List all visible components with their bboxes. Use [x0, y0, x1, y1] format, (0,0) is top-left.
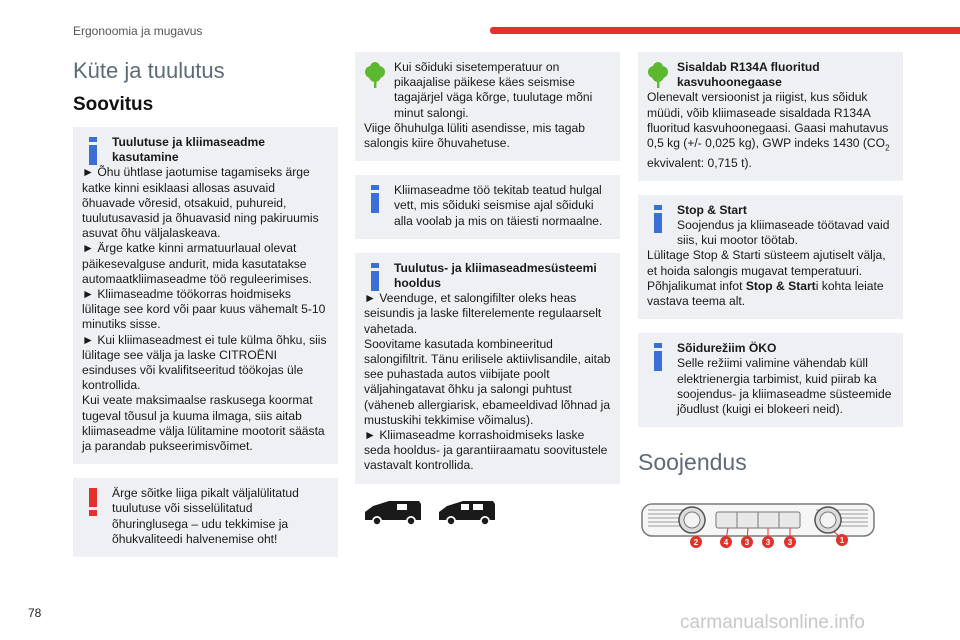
leaf-icon — [364, 60, 386, 121]
running-header: Ergonoomia ja mugavus — [73, 24, 203, 38]
box-title: Tuulutus- ja kliimaseadmesüsteemi hooldus — [394, 260, 597, 291]
header-accent-bar — [490, 27, 960, 34]
box-text-2: Lülitage Stop & Starti süsteem ajutiselt välja, et hoida salongis mugavat temperatuuri. — [647, 248, 886, 278]
info-box-eco-mode — [638, 333, 903, 427]
box-line: Kui veate maksimaalse raskusega koormat tugeval tõusul ja kuuma ilmaga, siis aitab kliimaseadme välja lülitamine mootorit säästa ja parandab pukseerimisvõimet. — [82, 393, 325, 454]
column-3 — [638, 52, 903, 555]
box-title: Tuulutuse ja kliimaseadme kasutamine — [112, 135, 266, 165]
eco-box-r134a — [638, 52, 903, 181]
info-icon — [647, 203, 669, 249]
svg-text:3: 3 — [765, 538, 771, 548]
callout-3c — [784, 536, 796, 548]
callout-1 — [836, 534, 848, 546]
control-panel-illustration — [640, 500, 903, 555]
box-text: Selle režiimi valimine vähendab küll elektrienergia tarbimist, kuid piirab ka soojendus- ja kliimaseadme süsteemide jõudlust (kuigi ei blokeeri neid). — [677, 356, 892, 417]
info-icon — [364, 183, 386, 229]
svg-text:1: 1 — [839, 536, 845, 546]
leaf-icon — [647, 60, 669, 90]
box-text: Olenevalt versioonist ja riigist, kus sõiduk müüdi, võib kliimaseade sisaldada R134A fluoritud kasvuhoonegaasi. Gaasi mahutavus 0,5 kg (+/- 0,025 kg), GWP indeks 1430 ($CO_2$ ekvivalent: 0,715 t). — [647, 90, 890, 170]
box-line: ► Veenduge, et salongifilter oleks heas seisundis ja laske filterelemente regulaarselt vahetada. — [364, 291, 602, 336]
callout-3 — [741, 536, 753, 548]
column-1 — [73, 52, 338, 571]
info-icon — [647, 341, 669, 417]
info-box-water — [355, 175, 620, 239]
box-title: Sisaldab R134A fluoritud kasvuhoonegaase — [677, 60, 820, 90]
box-line: ► Ärge katke kinni armatuurlaual olevat päikesevalguse andurit, mida kasutatakse automaatkliimaseadme töö reguleerimises. — [82, 241, 312, 286]
info-icon — [82, 135, 104, 165]
callout-2 — [690, 536, 702, 548]
warning-text: Ärge sõitke liiga pikalt väljalülitatud tuulutuse või sisselülitatud õhuringlusega – udu tekkimise ja õhukvaliteedi halvenemise oht! — [112, 486, 299, 546]
box-line: ► Kui kliimaseadmest ei tule külma õhku, siis lülitage see välja ja laske CITROËNI esinduses või kvalifitseeritud töökojas üle kontrollida. — [82, 332, 327, 393]
info-box-stop-start — [638, 195, 903, 319]
box-text: Kliimaseadme töö tekitab teatud hulgal vett, mis sõiduki seismise ajal sõiduki alla voolab ja mis on täiesti normaalne. — [394, 183, 603, 228]
callout-4 — [720, 536, 732, 548]
box-line: ► Kliimaseadme korrashoidmiseks laske seda hooldus- ja garantiiraamatu soovitustele vastavalt kontrollida. — [364, 428, 608, 473]
box-text-3: Põhjalikumat infot Stop & Starti kohta leiate vastava teema alt. — [647, 278, 884, 309]
van-icon — [437, 498, 497, 528]
callout-3b — [762, 536, 774, 548]
eco-box-ventilate — [355, 52, 620, 161]
page-number: 78 — [28, 606, 42, 620]
box-title: Stop & Start — [677, 202, 747, 217]
info-box-ventilation-usage — [73, 127, 338, 464]
svg-text:4: 4 — [723, 538, 729, 548]
box-text: Soojendus ja kliimaseade töötavad vaid siis, kui mootor töötab. — [677, 218, 890, 248]
box-line: ► Õhu ühtlase jaotumise tagamiseks ärge katke kinni esiklaasi allosas asuvaid õhuavade võresid, otsakuid, puhureid, tuulutusavasid ja õhuavasid ning pakiruumis asuvat õhu väljalaskeava. — [82, 165, 319, 241]
warning-icon — [82, 486, 104, 547]
watermark: carmanualsonline.info — [680, 612, 865, 633]
section-title: Küte ja tuulutus — [73, 58, 225, 83]
box-line: ► Kliimaseadme töökorras hoidmiseks lülitage see kord või paar kuus vähemalt 5-10 minutiks sisse. — [82, 287, 326, 332]
box-title: Sõidurežiim ÖKO — [677, 341, 777, 356]
svg-text:3: 3 — [787, 538, 793, 548]
svg-text:3: 3 — [744, 538, 750, 548]
van-icon — [363, 498, 423, 528]
svg-text:2: 2 — [693, 538, 699, 548]
box-text-2: Viige õhuhulga lüliti asendisse, mis tagab salongis kiire õhuvahetuse. — [364, 120, 585, 151]
vehicle-icons — [363, 498, 620, 528]
warning-box — [73, 478, 338, 557]
info-icon — [364, 261, 386, 291]
box-text: Kui sõiduki sisetemperatuur on pikaajalise päikese käes seismise tagajärjel väga kõrge, tuulutage mõni minut salongi. — [394, 60, 593, 120]
subsection-title: Soovitus — [73, 94, 154, 115]
box-line: Soovitame kasutada kombineeritud salongifiltrit. Tänu erilisele aktiivlisandile, aitab see puhastada autos viibijate poolt väljahingatavat õhku ja salongi puhtust (väheneb allergiarisk, ebameeldivad lõhnad ja mustuskihi tekkimise võimalus). — [364, 336, 611, 427]
section-title-heating: Soojendus — [638, 449, 747, 476]
info-box-maintenance — [355, 253, 620, 484]
climate-panel-diagram — [640, 500, 876, 550]
column-2 — [355, 52, 620, 528]
